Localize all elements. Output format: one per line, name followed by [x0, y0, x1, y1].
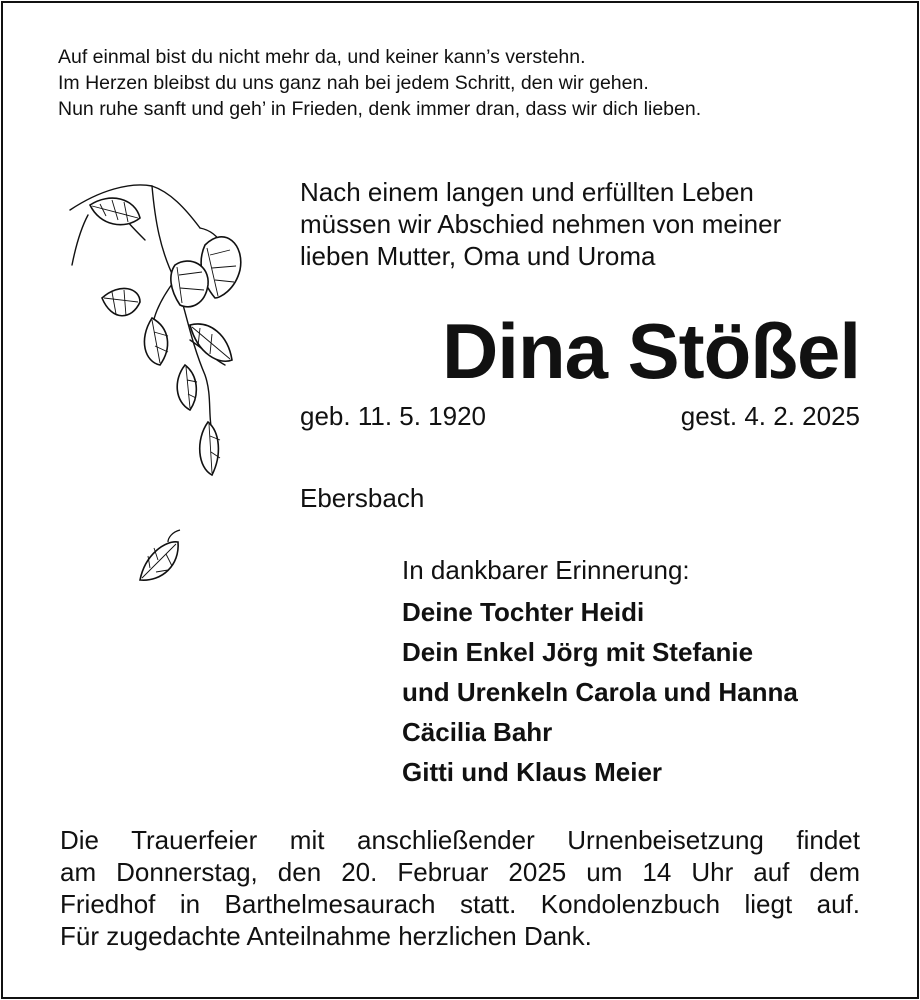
mourners-list	[402, 552, 798, 792]
mourner-line: Cäcilia Bahr	[402, 717, 553, 747]
poem-line: Im Herzen bleibst du uns ganz nah bei jedem Schritt, den wir gehen.	[58, 72, 649, 94]
intro-text	[300, 176, 781, 272]
death-date: gest. 4. 2. 2025	[680, 401, 860, 431]
mourner-line: und Urenkeln Carola und Hanna	[402, 677, 798, 707]
mourner-line: Gitti und Klaus Meier	[402, 757, 663, 787]
poem-line: Auf einmal bist du nicht mehr da, und keiner kann’s verstehn.	[58, 46, 586, 68]
mourner-line: Dein Enkel Jörg mit Stefanie	[402, 637, 754, 667]
poem-line: Nun ruhe sanft und geh’ in Frieden, denk immer dran, dass wir dich lieben.	[58, 98, 702, 120]
intro-line: Nach einem langen und erfüllten Leben	[300, 177, 754, 207]
funeral-notice	[60, 824, 860, 952]
place-of-residence: Ebersbach	[300, 483, 425, 513]
funeral-line: Die Trauerfeier mit anschließender Urnenbeisetzung findet	[60, 825, 860, 855]
falling-leaf-icon	[140, 530, 180, 580]
funeral-line: Friedhof in Barthelmesaurach statt. Kondolenzbuch liegt auf.	[60, 889, 860, 919]
intro-line: müssen wir Abschied nehmen von meiner	[300, 209, 782, 239]
mourners-lead: In dankbarer Erinnerung:	[402, 555, 690, 585]
birth-date: geb. 11. 5. 1920	[300, 401, 487, 431]
birch-branch-icon	[40, 170, 260, 610]
poem	[58, 44, 701, 122]
funeral-line: am Donnerstag, den 20. Februar 2025 um 14 Uhr auf dem	[60, 857, 860, 887]
funeral-line: Für zugedachte Anteilnahme herzlichen Dank.	[60, 921, 592, 951]
intro-line: lieben Mutter, Oma und Uroma	[300, 241, 656, 271]
deceased-name: Dina Stößel	[441, 307, 860, 395]
mourner-line: Deine Tochter Heidi	[402, 597, 645, 627]
